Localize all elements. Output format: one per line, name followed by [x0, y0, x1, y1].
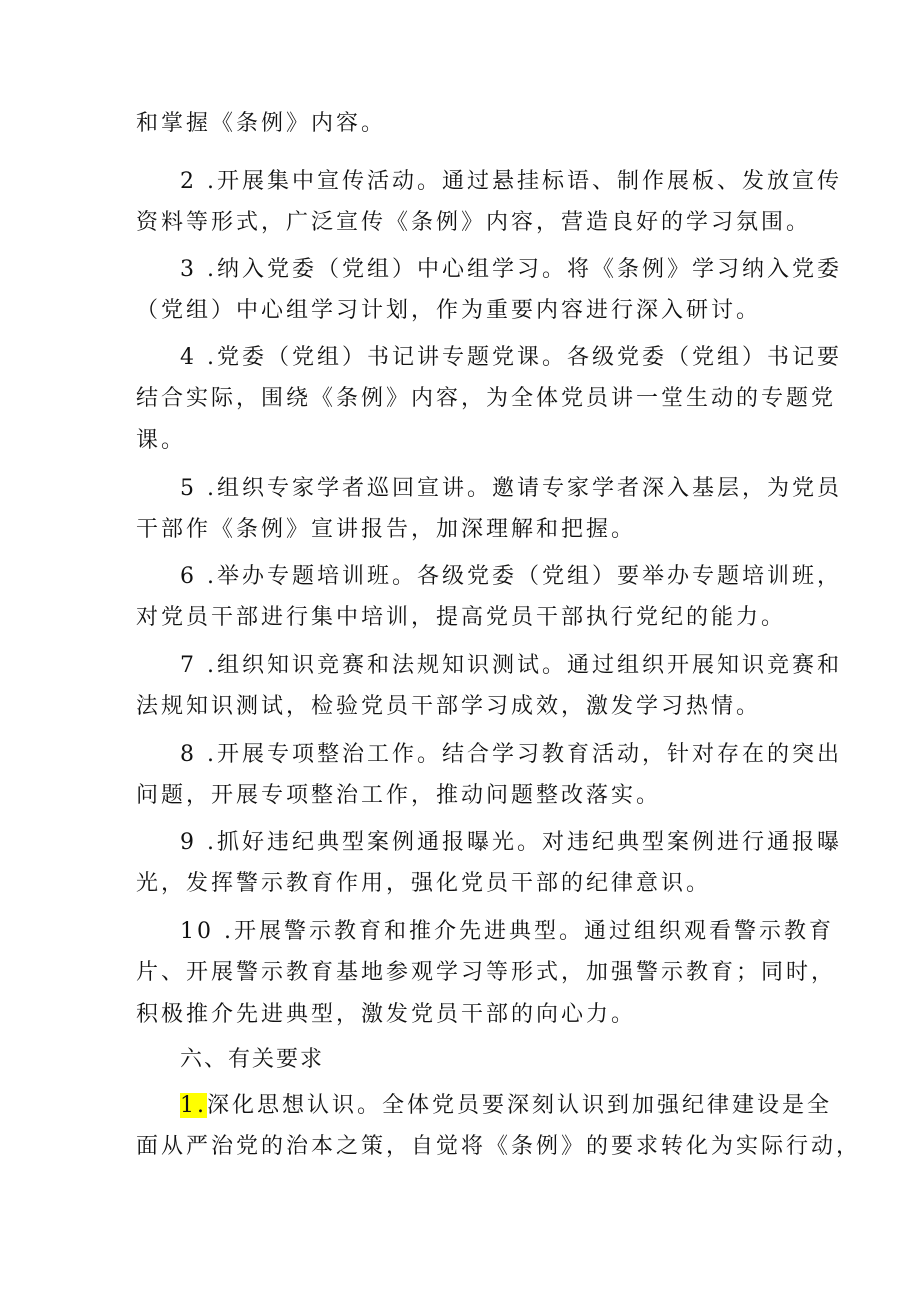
paragraph-line: （党组）中心组学习计划，作为重要内容进行深入研讨。	[136, 298, 762, 323]
paragraph-line: 干部作《条例》宣讲报告，加深理解和把握。	[136, 517, 637, 542]
paragraph-line: 积极推介先进典型，激发党员干部的向心力。	[136, 1002, 637, 1027]
paragraph-line: 问题，开展专项整治工作，推动问题整改落实。	[136, 783, 662, 808]
paragraph-line: 对党员干部进行集中培训，提高党员干部执行党纪的能力。	[136, 605, 787, 630]
requirement-item-line	[180, 1091, 840, 1121]
paragraph-line: 4 .党委（党组）书记讲专题党课。各级党委（党组）书记要	[180, 345, 842, 370]
paragraph-line: 和掌握《条例》内容。	[136, 111, 387, 136]
paragraph-line: 课。	[136, 428, 187, 453]
paragraph-line: 6 .举办专题培训班。各级党委（党组）要举办专题培训班，	[180, 564, 842, 589]
paragraph-line: 8 .开展专项整治工作。结合学习教育活动，针对存在的突出	[180, 742, 842, 767]
paragraph-line: 结合实际，围绕《条例》内容，为全体党员讲一堂生动的专题党	[136, 386, 837, 411]
paragraph-line: 光，发挥警示教育作用，强化党员干部的纪律意识。	[136, 871, 712, 896]
paragraph-line: 面从严治党的治本之策，自觉将《条例》的要求转化为实际行动，	[136, 1134, 862, 1159]
paragraph-line: 2 .开展集中宣传活动。通过悬挂标语、制作展板、发放宣传	[180, 169, 842, 194]
requirement-text: 深化思想认识。全体党员要深刻认识到加强纪律建设是全	[207, 1093, 833, 1118]
paragraph-line: 资料等形式，广泛宣传《条例》内容，营造良好的学习氛围。	[136, 210, 812, 235]
paragraph-line: 7 .组织知识竞赛和法规知识测试。通过组织开展知识竞赛和	[180, 653, 842, 678]
paragraph-line: 3 .纳入党委（党组）中心组学习。将《条例》学习纳入党委	[180, 257, 842, 282]
paragraph-line: 10 .开展警示教育和推介先进典型。通过组织观看警示教育	[180, 919, 834, 944]
highlighted-number: 1.	[180, 1093, 207, 1118]
section-heading: 六、有关要求	[180, 1047, 325, 1072]
paragraph-line: 法规知识测试，检验党员干部学习成效，激发学习热情。	[136, 694, 762, 719]
paragraph-line: 9 .抓好违纪典型案例通报曝光。对违纪典型案例进行通报曝	[180, 830, 842, 855]
paragraph-line: 5 .组织专家学者巡回宣讲。邀请专家学者深入基层，为党员	[180, 476, 842, 501]
paragraph-line: 片、开展警示教育基地参观学习等形式，加强警示教育；同时，	[136, 960, 837, 985]
